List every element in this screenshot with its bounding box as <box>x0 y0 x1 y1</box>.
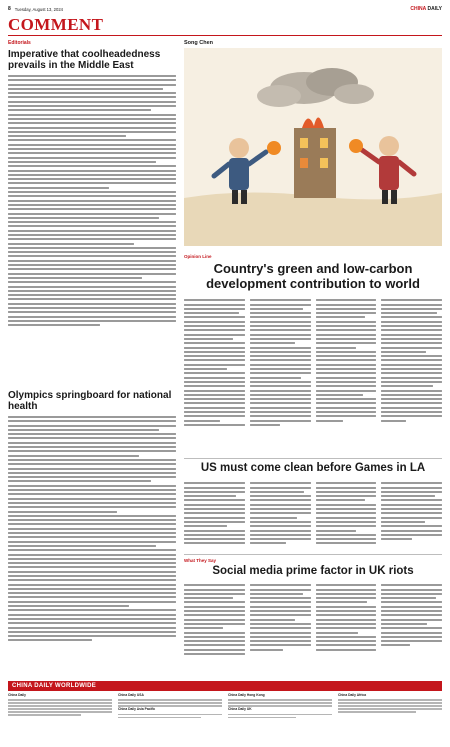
brand-logo <box>410 6 442 12</box>
sm-col-2 <box>250 582 311 657</box>
editorial-column <box>8 40 176 329</box>
editorial-body-2 <box>8 416 176 641</box>
editorial-title-2: Olympics springboard for national health <box>8 390 172 412</box>
section-divider-2 <box>184 554 442 555</box>
editorials-label: Editorials <box>8 40 31 46</box>
brand-prefix: CHINA <box>410 6 427 12</box>
opinion-col-4 <box>381 297 442 428</box>
what-they-say-label: What They Say <box>184 558 217 563</box>
sm-col-3 <box>316 582 377 657</box>
social-media-body <box>184 582 442 657</box>
us-col-3 <box>316 480 377 547</box>
office-name: China Daily Africa <box>338 693 367 697</box>
editorial-body-1 <box>8 75 176 326</box>
masthead-rule <box>8 35 442 36</box>
us-col-4 <box>381 480 442 547</box>
social-media-headline: Social media prime factor in UK riots <box>212 565 414 577</box>
editorial-cartoon <box>184 40 442 250</box>
opinion-line-label: Opinion Line <box>184 254 212 259</box>
brand-suffix: DAILY <box>427 6 442 12</box>
office-name: China Daily <box>8 693 26 697</box>
section-masthead: COMMENT <box>8 15 104 34</box>
office-col-2 <box>118 694 222 720</box>
footer-title: CHINA DAILY WORLDWIDE <box>8 681 442 691</box>
office-name: China Daily Asia Pacific <box>118 707 156 712</box>
us-col-1 <box>184 480 245 547</box>
section-divider-1 <box>184 458 442 459</box>
office-listing <box>8 694 442 720</box>
office-name: China Daily Hong Kong <box>228 693 265 697</box>
us-article-headline: US must come clean before Games in LA <box>200 462 426 474</box>
opinion-col-1 <box>184 297 245 428</box>
opinion-headline: Country's green and low-carbon development contribution to world <box>206 261 420 291</box>
page-number: 8 <box>8 6 11 12</box>
issue-date: Tuesday, August 13, 2024 <box>14 6 63 12</box>
office-name: China Daily UK <box>228 707 252 712</box>
page-header <box>8 3 442 15</box>
opinion-body <box>184 297 442 428</box>
office-col-1 <box>8 694 112 720</box>
cartoon-byline: Song Chen <box>184 40 214 46</box>
office-col-3 <box>228 694 332 720</box>
sm-col-4 <box>381 582 442 657</box>
opinion-col-2 <box>250 297 311 428</box>
cartoon-illustration <box>184 48 442 246</box>
office-col-4 <box>338 694 442 720</box>
sm-col-1 <box>184 582 245 657</box>
us-article-body <box>184 480 442 547</box>
office-name: China Daily USA <box>118 693 144 697</box>
opinion-col-3 <box>316 297 377 428</box>
us-col-2 <box>250 480 311 547</box>
editorial-title-1: Imperative that coolheadedness prevails in the Middle East <box>8 49 161 71</box>
editorial-column-2 <box>8 390 176 644</box>
footer <box>8 681 442 739</box>
